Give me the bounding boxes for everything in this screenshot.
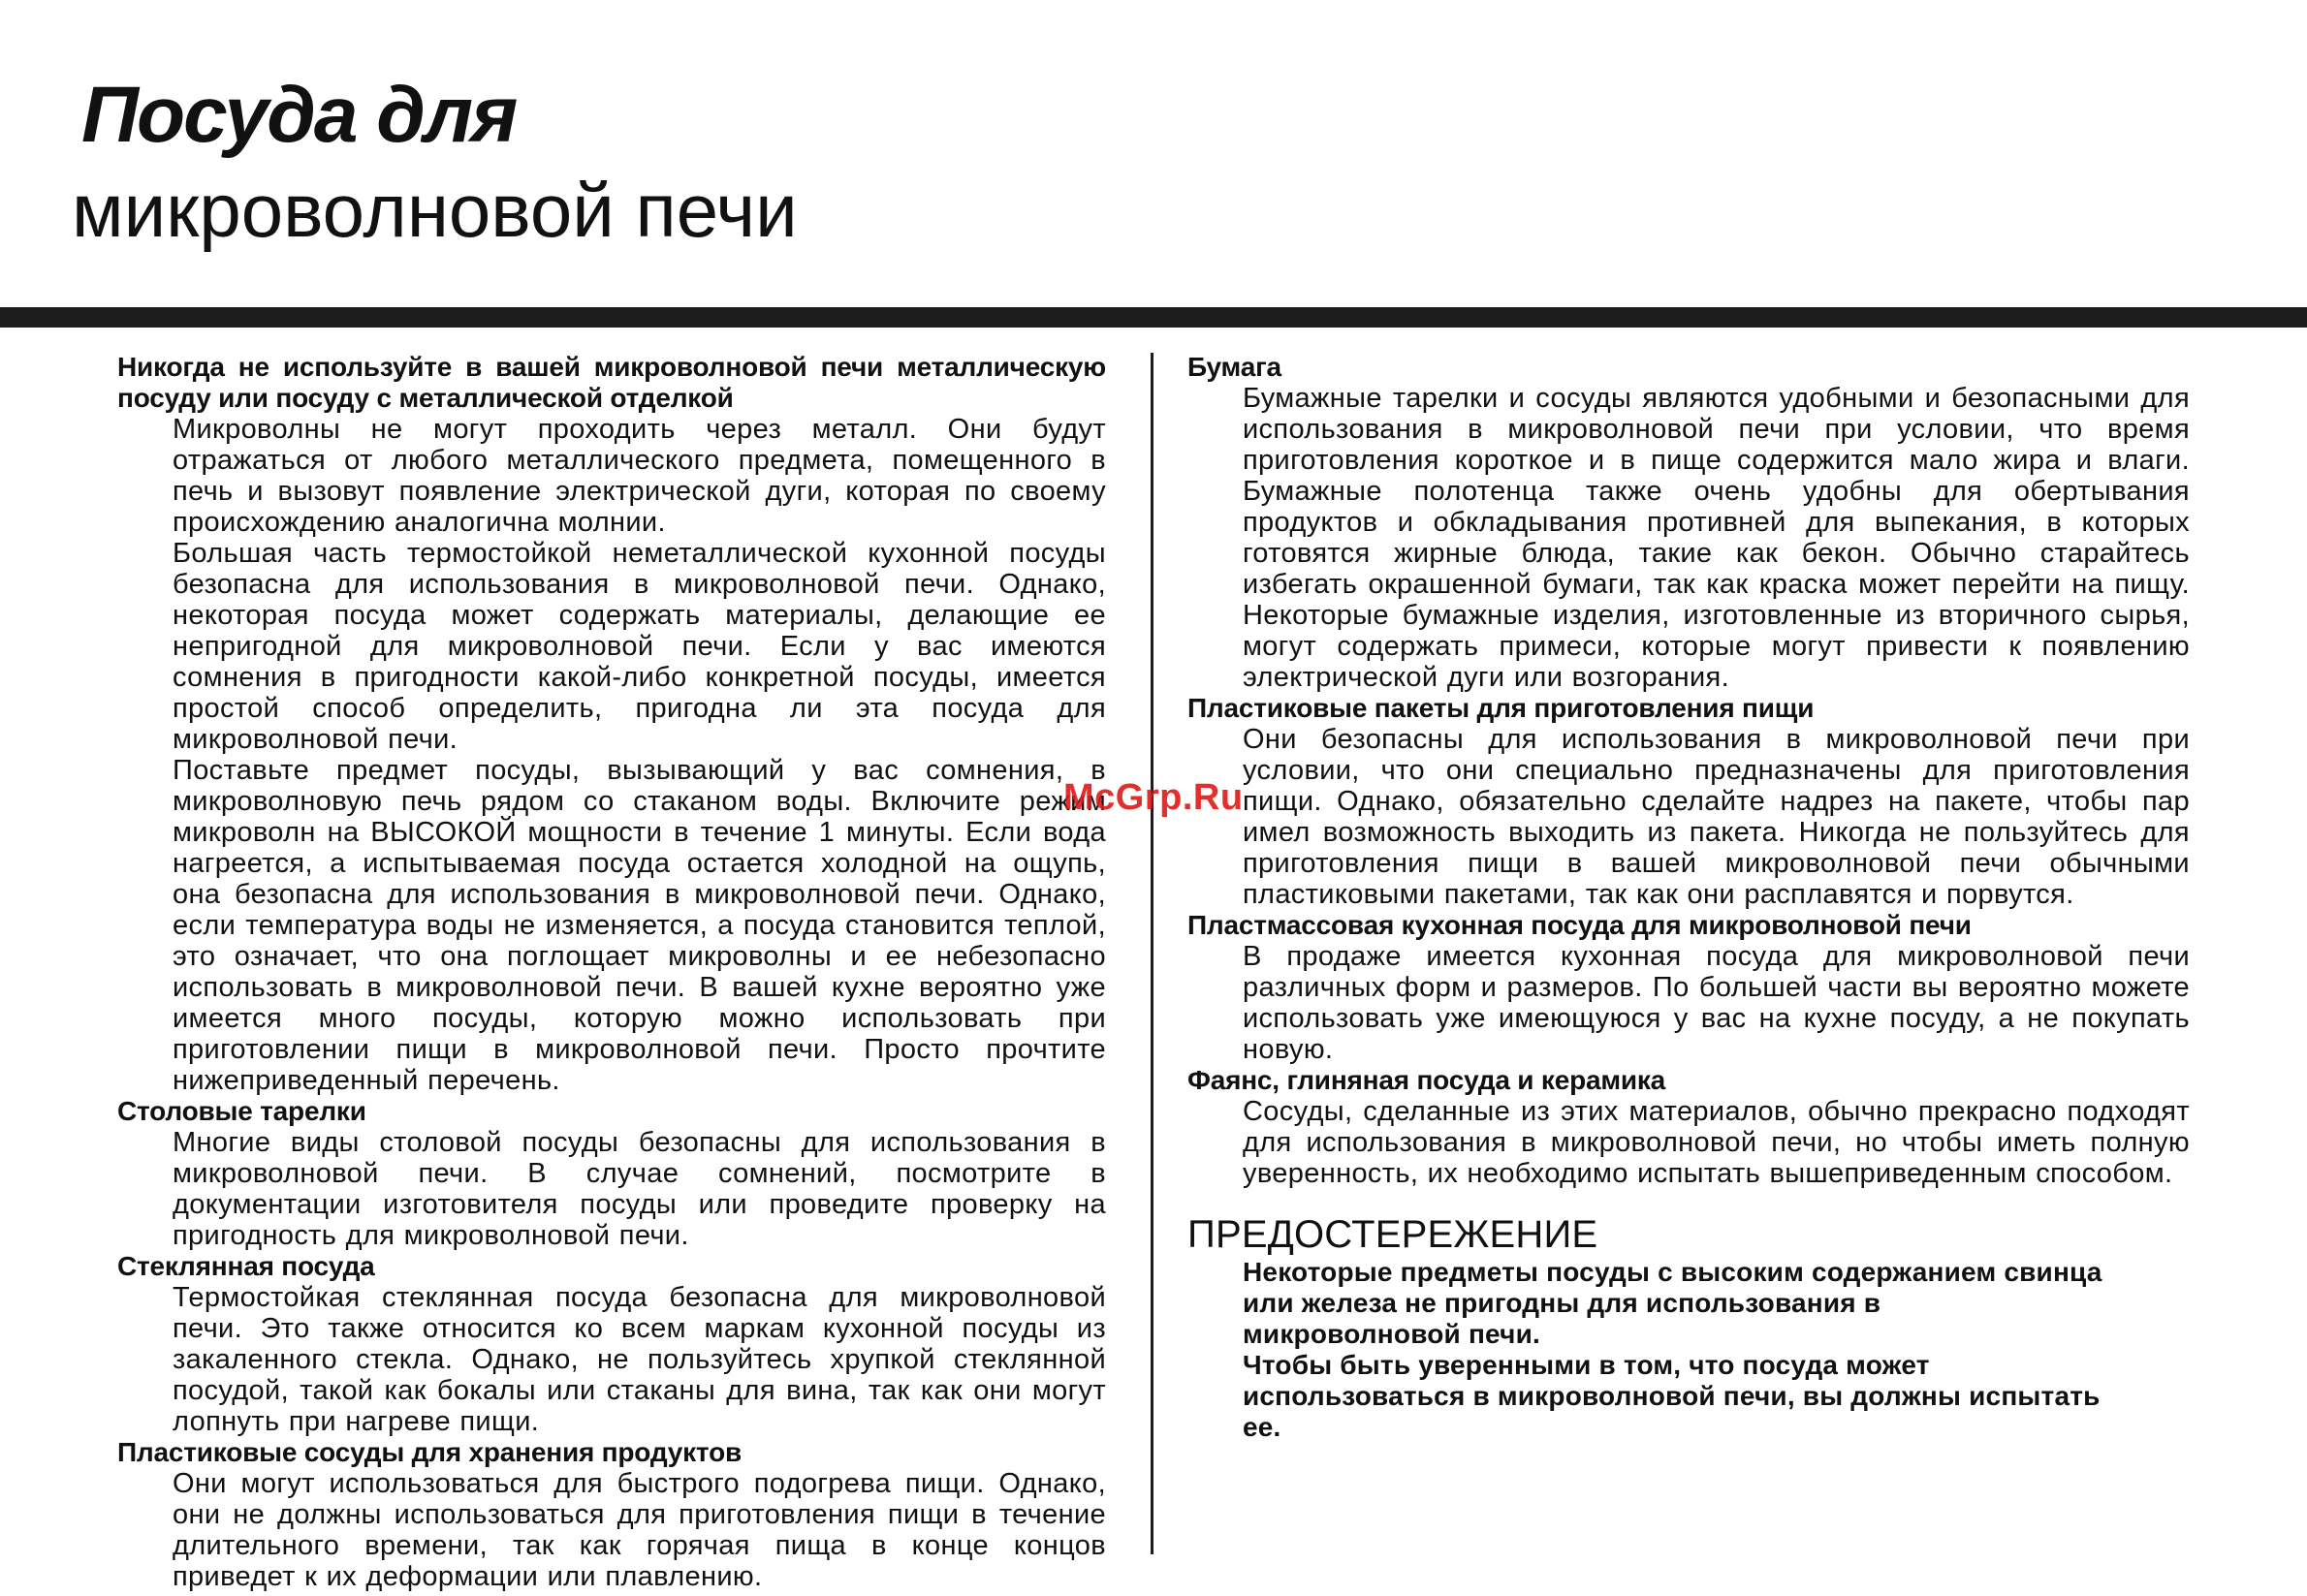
section-heading: Никогда не используйте в вашей микроволновой печи металлическую посуду или посуду с металлической отделкой (117, 352, 1106, 413)
section-dinner-plates (117, 1096, 1106, 1251)
section-paragraph: Они безопасны для использования в микроволновой печи при условии, что они специально предназначены для приготовления пищи. Однако, обязательно сделайте надрез на пакете, чтобы пар имел возможность выходить из пакета. Никогда не пользуйтесь для приготовления пищи в вашей микроволновой печи обычными пластиковыми пакетами, так как они расплавятся и порвутся. (1243, 724, 2190, 910)
section-paragraph: Они могут использоваться для быстрого подогрева пищи. Однако, они не должны использоваться для приготовления пищи в течение длительного времени, так как горячая пища в конце концов приведет к их деформации или плавлению. (173, 1468, 1106, 1592)
section-paragraph: Термостойкая стеклянная посуда безопасна для микроволновой печи. Это также относится ко всем маркам кухонной посуды из закаленного стекла. Однако, не пользуйтесь хрупкой стеклянной посудой, такой как бокалы или стаканы для вина, так как они могут лопнуть при нагреве пищи. (173, 1282, 1106, 1437)
section-heading: Столовые тарелки (117, 1096, 366, 1126)
caution-title: ПРЕДОСТЕРЕЖЕНИЕ (1187, 1213, 1598, 1256)
section-paragraph: Многие виды столовой посуды безопасны для использования в микроволновой печи. В случае сомнений, посмотрите в документации изготовителя посуды или проведите проверку на пригодность для микроволновой печи. (173, 1127, 1106, 1251)
section-heading: Пластиковые пакеты для приготовления пищи (1187, 693, 1815, 723)
section-paragraph: Сосуды, сделанные из этих материалов, обычно прекрасно подходят для использования в микроволновой печи, но чтобы иметь полную уверенность, их необходимо испытать вышеприведенным способом. (1243, 1096, 2190, 1189)
section-heading: Стеклянная посуда (117, 1251, 375, 1281)
section-paper (1187, 352, 2190, 693)
section-heading: Пластиковые сосуды для хранения продуктов (117, 1437, 742, 1467)
caution-line: Чтобы быть уверенными в том, что посуда может использоваться в микроволновой печи, вы должны испытать ее. (1243, 1350, 2101, 1442)
section-paragraph: Бумажные тарелки и сосуды являются удобными и безопасными для использования в микроволновой печи при условии, что время приготовления короткое и в пище содержится мало жира и влаги. Бумажные полотенца также очень удобны для обертывания продуктов и обкладывания противней для выпекания, в которых готовятся жирные блюда, такие как бекон. Обычно старайтесь избегать окрашенной бумаги, так как краска может перейти на пищу. Некоторые бумажные изделия, изготовленные из вторичного сырья, могут содержать примеси, которые могут привести к появлению электрической дуги или возгорания. (1243, 383, 2190, 693)
column-divider (1151, 353, 1154, 1554)
section-plastic-containers (117, 1437, 1106, 1592)
watermark-text: McGrp.Ru (1063, 777, 1244, 818)
section-heading: Пластмассовая кухонная посуда для микроволновой печи (1187, 910, 1972, 940)
section-cooking-bags (1187, 693, 2190, 910)
section-heading: Бумага (1187, 352, 1281, 382)
section-glassware (117, 1251, 1106, 1437)
section-paragraph: В продаже имеется кухонная посуда для микроволновой печи различных форм и размеров. По большей части вы вероятно можете использовать уже имеющуюся у вас на кухне посуду, а не покупать новую. (1243, 941, 2190, 1065)
caution-line: Некоторые предметы посуды с высоким содержанием свинца или железа не пригодны для использования в микроволновой печи. (1243, 1257, 2102, 1349)
right-column (1187, 352, 2190, 1443)
section-microwave-plastic (1187, 910, 2190, 1065)
left-column (117, 352, 1106, 1592)
section-paragraph: Поставьте предмет посуды, вызывающий у вас сомнения, в микроволновую печь рядом со стаканом воды. Включите режим микроволн на ВЫСОКОЙ мощности в течение 1 минуты. Если вода нагреется, а испытываемая посуда остается холодной на ощупь, она безопасна для использования в микроволновой печи. Однако, если температура воды не изменяется, а посуда становится теплой, это означает, что она поглощает микроволны и ее небезопасно использовать в микроволновой печи. В вашей кухне вероятно уже имеется много посуды, которую можно использовать при приготовлении пищи в микроволновой печи. Просто прочтите нижеприведенный перечень. (173, 755, 1106, 1096)
header-rule (0, 307, 2307, 328)
section-paragraph: Большая часть термостойкой неметаллической кухонной посуды безопасна для использования в микроволновой печи. Однако, некоторая посуда может содержать материалы, делающие ее непригодной для микроволновой печи. Если у вас имеются сомнения в пригодности какой-либо конкретной посуды, имеется простой способ определить, пригодна ли эта посуда для микроволновой печи. (173, 538, 1106, 755)
page-title-line2: микроволновой печи (72, 168, 798, 253)
section-metal-cookware (117, 352, 1106, 1096)
caution-block (1187, 1214, 2190, 1443)
page-title-line1: Посуда для (81, 71, 517, 159)
section-heading: Фаянс, глиняная посуда и керамика (1187, 1065, 1666, 1095)
section-ceramics (1187, 1065, 2190, 1189)
section-paragraph: Микроволны не могут проходить через металл. Они будут отражаться от любого металлического предмета, помещенного в печь и вызовут появление электрической дуги, которая по своему происхождению аналогична молнии. (173, 414, 1106, 538)
